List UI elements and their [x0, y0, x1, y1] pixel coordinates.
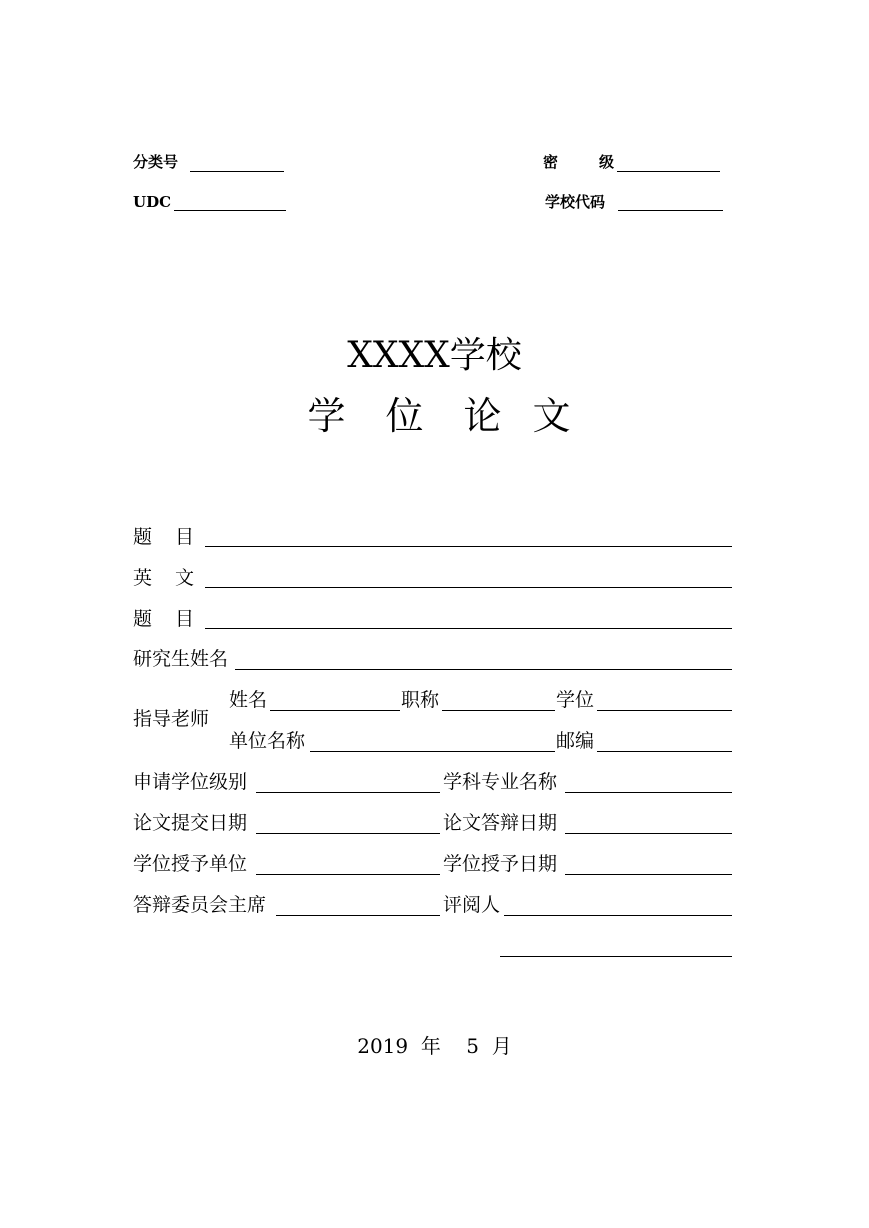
date-line — [0, 1034, 869, 1058]
student-name-field[interactable] — [235, 669, 732, 670]
advisor-degree-label: 学位 — [556, 689, 595, 711]
grant-unit-label: 学位授予单位 — [133, 853, 248, 875]
month-unit: 月 — [491, 1034, 512, 1058]
committee-chair-label: 答辩委员会主席 — [133, 894, 267, 916]
major-label: 学科专业名称 — [443, 771, 558, 793]
year-unit: 年 — [420, 1034, 441, 1058]
topic2-label-2: 目 — [175, 608, 195, 630]
committee-chair-field[interactable] — [276, 915, 440, 916]
submit-date-label: 论文提交日期 — [133, 812, 248, 834]
advisor-zip-field[interactable] — [597, 751, 732, 752]
topic-label-1: 题 — [133, 526, 153, 548]
advisor-name-label: 姓名 — [229, 689, 268, 711]
document-type-title — [0, 393, 869, 439]
doc-type-char-1: 学 — [307, 394, 346, 438]
degree-level-field[interactable] — [256, 792, 440, 793]
english-title-field[interactable] — [205, 587, 732, 588]
advisor-title-field[interactable] — [442, 710, 555, 711]
doc-type-char-4: 文 — [532, 394, 571, 438]
doc-type-char-2: 位 — [385, 394, 424, 438]
advisor-unit-field[interactable] — [310, 751, 555, 752]
grant-date-label: 学位授予日期 — [443, 853, 558, 875]
secret-label-1: 密 — [543, 153, 559, 171]
advisor-degree-field[interactable] — [597, 710, 732, 711]
topic-label-2: 目 — [175, 526, 195, 548]
school-code-field[interactable] — [618, 210, 723, 211]
student-name-label: 研究生姓名 — [133, 648, 229, 670]
submit-date-field[interactable] — [256, 833, 440, 834]
reviewer-label: 评阅人 — [443, 894, 501, 916]
school-code-label: 学校代码 — [545, 193, 606, 211]
year-value: 2019 — [357, 1034, 409, 1058]
grant-date-field[interactable] — [565, 874, 732, 875]
reviewer-field-2[interactable] — [500, 956, 732, 957]
english-label-2: 文 — [175, 567, 195, 589]
udc-label: UDC — [133, 193, 172, 211]
classification-field[interactable] — [190, 171, 284, 172]
classification-label: 分类号 — [133, 153, 179, 171]
topic-field[interactable] — [205, 546, 732, 547]
udc-field[interactable] — [174, 210, 286, 211]
english-label-1: 英 — [133, 567, 153, 589]
advisor-label: 指导老师 — [133, 708, 210, 730]
secret-level-field[interactable] — [617, 171, 720, 172]
advisor-title-label: 职称 — [401, 689, 440, 711]
major-field[interactable] — [565, 792, 732, 793]
defense-date-label: 论文答辩日期 — [443, 812, 558, 834]
topic2-label-1: 题 — [133, 608, 153, 630]
doc-type-char-3: 论 — [463, 394, 502, 438]
advisor-name-field[interactable] — [270, 710, 400, 711]
advisor-unit-label: 单位名称 — [229, 730, 306, 752]
defense-date-field[interactable] — [565, 833, 732, 834]
grant-unit-field[interactable] — [256, 874, 440, 875]
school-title: XXXX学校 — [347, 335, 522, 376]
month-value: 5 — [466, 1034, 480, 1058]
advisor-zip-label: 邮编 — [556, 730, 595, 752]
secret-label-2: 级 — [599, 153, 615, 171]
english-topic-field[interactable] — [205, 628, 732, 629]
reviewer-field[interactable] — [504, 915, 732, 916]
degree-level-label: 申请学位级别 — [133, 771, 248, 793]
